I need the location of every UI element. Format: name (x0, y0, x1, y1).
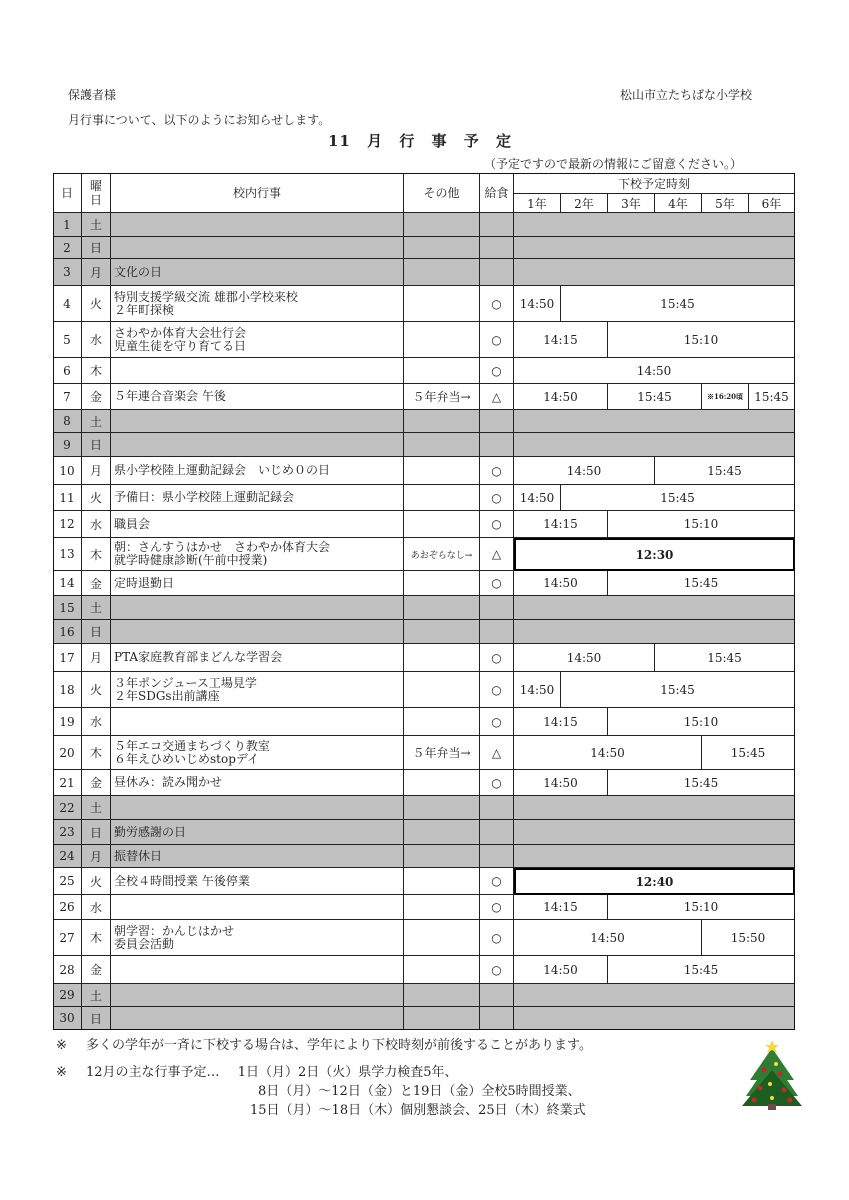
row-lunch: △ (480, 384, 514, 410)
row-lunch: ○ (480, 511, 514, 538)
row-events (111, 485, 404, 511)
page-title: 11 月 行 事 予 定 (328, 132, 512, 150)
row-events (111, 571, 404, 596)
row-day: 3 (53, 259, 82, 286)
row-events (111, 286, 404, 322)
row-other (404, 433, 480, 457)
row-weekday: 木 (82, 736, 111, 770)
note-1 (56, 1034, 592, 1053)
row-dismissal-empty (514, 433, 795, 457)
row-day: 18 (53, 672, 82, 708)
dismissal-time: 14:50 (514, 770, 608, 796)
row-events (111, 1007, 404, 1030)
row-day: 27 (53, 920, 82, 956)
row-events (111, 538, 404, 571)
row-weekday: 月 (82, 644, 111, 672)
row-weekday: 木 (82, 538, 111, 571)
row-other (404, 286, 480, 322)
row-day: 23 (53, 820, 82, 845)
row-other (404, 322, 480, 358)
dismissal-time: 15:45 (608, 956, 795, 984)
row-events (111, 384, 404, 410)
row-events (111, 457, 404, 485)
row-lunch: ○ (480, 956, 514, 984)
row-lunch: ○ (480, 485, 514, 511)
row-weekday: 火 (82, 286, 111, 322)
row-events (111, 213, 404, 237)
row-dismissal-empty (514, 213, 795, 237)
row-weekday: 日 (82, 1007, 111, 1030)
dismissal-time: 14:50 (514, 920, 702, 956)
col-header-weekday (82, 173, 111, 213)
dismissal-time: 12:40 (514, 868, 795, 895)
row-lunch (480, 984, 514, 1007)
row-other (404, 485, 480, 511)
event-line: ５年エコ交通まちづくり教室 (114, 738, 270, 753)
event-line: 振替休日 (114, 848, 163, 863)
event-line: 職員会 (114, 516, 151, 531)
event-line: さわやか体育大会壮行会 (114, 325, 247, 340)
row-day: 20 (53, 736, 82, 770)
row-events (111, 770, 404, 796)
event-line: ３年ポンジュース工場見学 (114, 675, 257, 690)
notes-section (56, 1034, 592, 1118)
event-line: 委員会活動 (114, 936, 175, 951)
dismissal-time: 14:50 (514, 644, 655, 672)
dismissal-time: 15:45 (561, 286, 795, 322)
row-dismissal-empty (514, 796, 795, 820)
row-other (404, 571, 480, 596)
recipient-label: 保護者様 (68, 88, 117, 102)
row-lunch: ○ (480, 708, 514, 736)
row-events (111, 708, 404, 736)
row-weekday: 金 (82, 384, 111, 410)
dismissal-time: 15:10 (608, 511, 795, 538)
dismissal-time: 15:45 (749, 384, 795, 410)
row-lunch (480, 259, 514, 286)
row-day: 2 (53, 237, 82, 259)
event-line: 朝：さんすうはかせ さわやか体育大会 (114, 540, 331, 554)
row-lunch (480, 820, 514, 845)
row-other (404, 868, 480, 895)
page-subtitle: （予定ですので最新の情報にご留意ください。） (484, 157, 743, 171)
row-dismissal-empty (514, 620, 795, 644)
col-header-events: 校内行事 (111, 173, 404, 213)
row-weekday: 土 (82, 410, 111, 433)
row-day: 17 (53, 644, 82, 672)
col-header-other: その他 (404, 173, 480, 213)
dismissal-time: 14:50 (514, 736, 702, 770)
row-day: 25 (53, 868, 82, 895)
row-lunch: △ (480, 538, 514, 571)
row-weekday: 水 (82, 708, 111, 736)
dismissal-time: 15:45 (561, 485, 795, 511)
row-other (404, 259, 480, 286)
dismissal-time: 15:10 (608, 322, 795, 358)
col-header-lunch: 給食 (480, 173, 514, 213)
row-day: 19 (53, 708, 82, 736)
note-2-line-3: 15日（月）～18日（木）個別懇談会、25日（木）終業式 (250, 1103, 586, 1118)
row-day: 28 (53, 956, 82, 984)
row-other (404, 984, 480, 1007)
row-dismissal-empty (514, 1007, 795, 1030)
row-day: 12 (53, 511, 82, 538)
row-events (111, 511, 404, 538)
note-mark: ※ (56, 1038, 67, 1053)
event-line: 児童生徒を守り育てる日 (114, 338, 247, 353)
row-lunch: ○ (480, 286, 514, 322)
row-lunch: ○ (480, 770, 514, 796)
row-day: 6 (53, 358, 82, 384)
row-day: 1 (53, 213, 82, 237)
row-weekday: 金 (82, 770, 111, 796)
row-dismissal-empty (514, 596, 795, 620)
row-day: 29 (53, 984, 82, 1007)
row-weekday: 日 (82, 820, 111, 845)
row-other (404, 237, 480, 259)
row-weekday: 日 (82, 237, 111, 259)
row-weekday: 水 (82, 511, 111, 538)
event-line: 県小学校陸上運動記録会 いじめ０の日 (114, 463, 331, 477)
note-1-text: 多くの学年が一斉に下校する場合は、学年により下校時刻が前後することがあります。 (86, 1038, 592, 1053)
event-line: 特別支援学級交流 雄郡小学校来校 (114, 289, 298, 304)
event-line: 予備日：県小学校陸上運動記録会 (114, 490, 295, 504)
row-lunch (480, 596, 514, 620)
event-line: 昼休み：読み聞かせ (114, 775, 223, 789)
row-lunch: ○ (480, 672, 514, 708)
event-line: 勤労感謝の日 (114, 824, 187, 839)
row-dismissal-empty (514, 410, 795, 433)
row-day: 13 (53, 538, 82, 571)
row-lunch: ○ (480, 895, 514, 920)
row-lunch (480, 1007, 514, 1030)
row-lunch: ○ (480, 322, 514, 358)
row-lunch (480, 410, 514, 433)
dismissal-time: 14:50 (514, 956, 608, 984)
dismissal-time: 14:50 (514, 485, 561, 511)
row-events (111, 259, 404, 286)
row-day: 10 (53, 457, 82, 485)
row-other (404, 620, 480, 644)
row-other (404, 845, 480, 868)
row-other (404, 410, 480, 433)
note-2-line-2: 8日（月）～12日（金）と19日（金）全校5時間授業、 (258, 1084, 581, 1099)
row-other (404, 796, 480, 820)
row-day: 7 (53, 384, 82, 410)
row-weekday: 火 (82, 485, 111, 511)
row-dismissal-empty (514, 259, 795, 286)
row-other: ５年弁当→ (404, 736, 480, 770)
row-events (111, 410, 404, 433)
row-day: 24 (53, 845, 82, 868)
row-weekday: 水 (82, 322, 111, 358)
row-dismissal-empty (514, 820, 795, 845)
dismissal-time: 14:15 (514, 708, 608, 736)
row-events (111, 736, 404, 770)
dismissal-time: 15:45 (608, 571, 795, 596)
dismissal-time: 15:45 (561, 672, 795, 708)
row-other (404, 358, 480, 384)
row-other (404, 672, 480, 708)
row-events (111, 956, 404, 984)
note-2 (56, 1061, 592, 1080)
row-weekday: 木 (82, 920, 111, 956)
row-dismissal-empty (514, 237, 795, 259)
col-header-grade-3: 3年 (608, 194, 655, 213)
row-lunch (480, 620, 514, 644)
row-day: 4 (53, 286, 82, 322)
row-lunch: ○ (480, 358, 514, 384)
event-line: 全校４時間授業 午後停業 (114, 873, 250, 888)
event-line: 朝学習：かんじはかせ (114, 923, 235, 938)
row-dismissal-empty (514, 984, 795, 1007)
col-header-grade-5: 5年 (702, 194, 749, 213)
row-weekday: 月 (82, 457, 111, 485)
dismissal-time: 14:15 (514, 322, 608, 358)
event-line: ５年連合音楽会 午後 (114, 389, 226, 403)
row-events (111, 796, 404, 820)
col-header-grade-2: 2年 (561, 194, 608, 213)
row-weekday: 火 (82, 672, 111, 708)
dismissal-time: 14:50 (514, 672, 561, 708)
row-events (111, 920, 404, 956)
row-day: 14 (53, 571, 82, 596)
event-line: ２年SDGs出前講座 (114, 688, 220, 703)
row-day: 9 (53, 433, 82, 457)
row-lunch: ○ (480, 644, 514, 672)
col-header-grade-1: 1年 (514, 194, 561, 213)
schedule-table (53, 173, 795, 1030)
row-other (404, 644, 480, 672)
dismissal-time: 15:50 (702, 920, 795, 956)
row-weekday: 土 (82, 213, 111, 237)
row-events (111, 322, 404, 358)
row-other (404, 820, 480, 845)
row-events (111, 644, 404, 672)
dismissal-time: 14:50 (514, 286, 561, 322)
row-lunch (480, 237, 514, 259)
dismissal-time: 14:15 (514, 895, 608, 920)
note-mark: ※ (56, 1065, 67, 1080)
row-lunch: △ (480, 736, 514, 770)
dismissal-time: 12:30 (514, 538, 795, 571)
row-other (404, 920, 480, 956)
row-weekday: 火 (82, 868, 111, 895)
row-weekday: 金 (82, 571, 111, 596)
col-header-grade-4: 4年 (655, 194, 702, 213)
row-events (111, 620, 404, 644)
row-events (111, 433, 404, 457)
row-day: 15 (53, 596, 82, 620)
dismissal-time: 14:50 (514, 571, 608, 596)
row-other (404, 457, 480, 485)
row-day: 11 (53, 485, 82, 511)
row-weekday: 日 (82, 433, 111, 457)
row-events (111, 845, 404, 868)
row-lunch (480, 845, 514, 868)
event-line: 文化の日 (114, 264, 163, 279)
col-header-weekday-2: 日 (89, 192, 102, 207)
row-lunch: ○ (480, 457, 514, 485)
row-other (404, 956, 480, 984)
dismissal-time: 15:45 (608, 770, 795, 796)
school-name: 松山市立たちばな小学校 (620, 88, 753, 102)
dismissal-time: 15:45 (608, 384, 702, 410)
row-other: あおぞらなし→ (404, 538, 480, 571)
note-2-label: 12月の主な行事予定… (86, 1065, 220, 1080)
row-weekday: 水 (82, 895, 111, 920)
row-other (404, 895, 480, 920)
christmas-tree-icon (740, 1040, 804, 1112)
dismissal-time: 15:10 (608, 708, 795, 736)
row-other (404, 1007, 480, 1030)
row-day: 22 (53, 796, 82, 820)
row-other (404, 213, 480, 237)
dismissal-time: 14:50 (514, 384, 608, 410)
event-line: 就学時健康診断(午前中授業) (114, 553, 268, 567)
row-day: 16 (53, 620, 82, 644)
row-events (111, 358, 404, 384)
dismissal-time: 14:50 (514, 457, 655, 485)
row-events (111, 237, 404, 259)
intro-text: 月行事について、以下のようにお知らせします。 (68, 113, 331, 127)
row-weekday: 金 (82, 956, 111, 984)
row-day: 21 (53, 770, 82, 796)
row-events (111, 895, 404, 920)
row-lunch: ○ (480, 868, 514, 895)
row-other (404, 596, 480, 620)
row-weekday: 土 (82, 984, 111, 1007)
dismissal-time: 15:45 (655, 644, 795, 672)
row-other (404, 708, 480, 736)
col-header-weekday-1: 曜 (89, 178, 102, 193)
event-line: 定時退勤日 (114, 575, 175, 590)
note-2-line-1: 1日（月）2日（火）県学力検査5年、 (237, 1065, 458, 1080)
row-weekday: 月 (82, 845, 111, 868)
row-weekday: 土 (82, 596, 111, 620)
event-line: ２年町探検 (114, 302, 175, 317)
row-weekday: 土 (82, 796, 111, 820)
row-events (111, 868, 404, 895)
row-day: 30 (53, 1007, 82, 1030)
row-other: ５年弁当→ (404, 384, 480, 410)
event-line: ６年えひめいじめstopデイ (114, 751, 260, 766)
row-weekday: 月 (82, 259, 111, 286)
dismissal-time: 15:10 (608, 895, 795, 920)
row-weekday: 木 (82, 358, 111, 384)
dismissal-time: ※16:20頃 (702, 384, 749, 410)
row-other (404, 511, 480, 538)
row-lunch (480, 796, 514, 820)
row-events (111, 984, 404, 1007)
row-weekday: 日 (82, 620, 111, 644)
row-lunch: ○ (480, 920, 514, 956)
row-day: 5 (53, 322, 82, 358)
dismissal-time: 14:15 (514, 511, 608, 538)
row-day: 8 (53, 410, 82, 433)
row-events (111, 596, 404, 620)
row-other (404, 770, 480, 796)
dismissal-time: 15:45 (655, 457, 795, 485)
dismissal-time: 15:45 (702, 736, 795, 770)
row-dismissal-empty (514, 845, 795, 868)
col-header-dismissal: 下校予定時刻 (514, 173, 795, 194)
col-header-day: 日 (53, 173, 82, 213)
col-header-grade-6: 6年 (749, 194, 795, 213)
row-day: 26 (53, 895, 82, 920)
row-events (111, 820, 404, 845)
event-line: PTA家庭教育部まどんな学習会 (114, 650, 283, 664)
row-lunch (480, 213, 514, 237)
row-events (111, 672, 404, 708)
row-lunch: ○ (480, 571, 514, 596)
dismissal-time: 14:50 (514, 358, 795, 384)
row-lunch (480, 433, 514, 457)
